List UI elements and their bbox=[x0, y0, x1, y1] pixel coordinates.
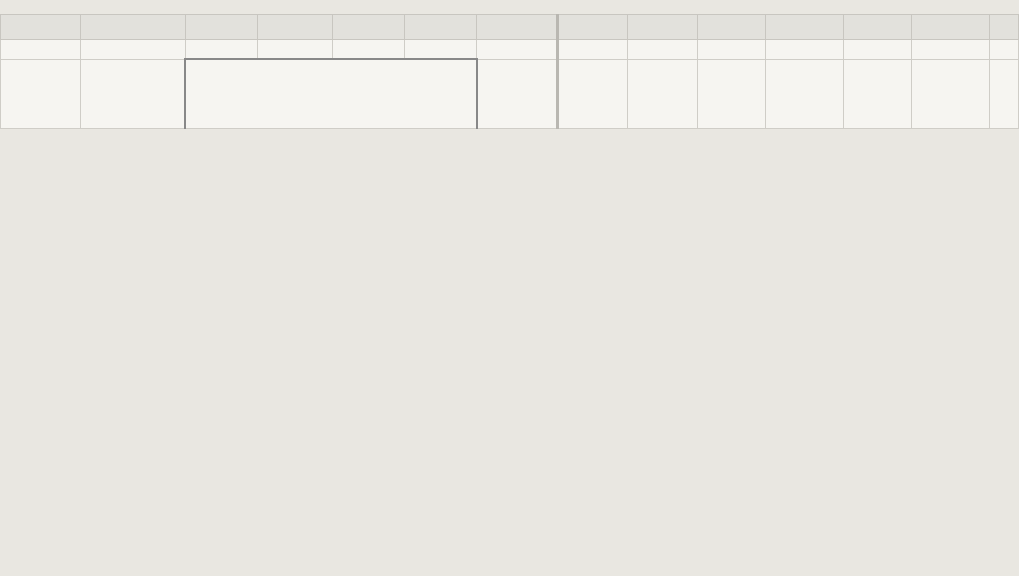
cell[interactable] bbox=[628, 40, 698, 60]
group-title-cell[interactable] bbox=[185, 59, 477, 129]
column-letter-header[interactable] bbox=[766, 15, 844, 40]
header-title-row bbox=[1, 59, 1019, 129]
column-letter-header[interactable] bbox=[912, 15, 990, 40]
cell[interactable] bbox=[404, 40, 477, 60]
cell[interactable] bbox=[477, 40, 558, 60]
cell[interactable] bbox=[257, 40, 332, 60]
cell[interactable] bbox=[912, 40, 990, 60]
cell[interactable] bbox=[698, 40, 766, 60]
column-header-row bbox=[1, 15, 1019, 40]
column-title-cell[interactable] bbox=[844, 59, 912, 129]
column-letter-header[interactable] bbox=[989, 15, 1018, 40]
column-letter-header[interactable] bbox=[628, 15, 698, 40]
column-letter-header[interactable] bbox=[257, 15, 332, 40]
column-letter-header[interactable] bbox=[477, 15, 558, 40]
cell[interactable] bbox=[332, 40, 404, 60]
column-letter-header[interactable] bbox=[185, 15, 257, 40]
cell[interactable] bbox=[185, 40, 257, 60]
column-title-cell[interactable] bbox=[477, 59, 558, 129]
cell[interactable] bbox=[558, 40, 628, 60]
column-letter-header[interactable] bbox=[80, 15, 185, 40]
column-title-cell[interactable] bbox=[912, 59, 990, 129]
column-title-cell[interactable] bbox=[698, 59, 766, 129]
column-letter-header[interactable] bbox=[558, 15, 628, 40]
column-letter-header[interactable] bbox=[332, 15, 404, 40]
data-grid bbox=[0, 14, 1019, 129]
cell[interactable] bbox=[80, 59, 185, 129]
cell[interactable] bbox=[1, 59, 81, 129]
column-title-cell[interactable] bbox=[766, 59, 844, 129]
column-letter-header[interactable] bbox=[844, 15, 912, 40]
column-title-cell[interactable] bbox=[989, 59, 1018, 129]
sheet-row bbox=[1, 40, 1019, 60]
column-title-cell[interactable] bbox=[628, 59, 698, 129]
column-letter-header[interactable] bbox=[404, 15, 477, 40]
row-label-cell[interactable] bbox=[1, 40, 81, 60]
cell[interactable] bbox=[766, 40, 844, 60]
column-title-cell[interactable] bbox=[558, 59, 628, 129]
cell[interactable] bbox=[80, 40, 185, 60]
column-letter-header[interactable] bbox=[698, 15, 766, 40]
column-letter-header[interactable] bbox=[1, 15, 81, 40]
cell[interactable] bbox=[989, 40, 1018, 60]
cell[interactable] bbox=[844, 40, 912, 60]
